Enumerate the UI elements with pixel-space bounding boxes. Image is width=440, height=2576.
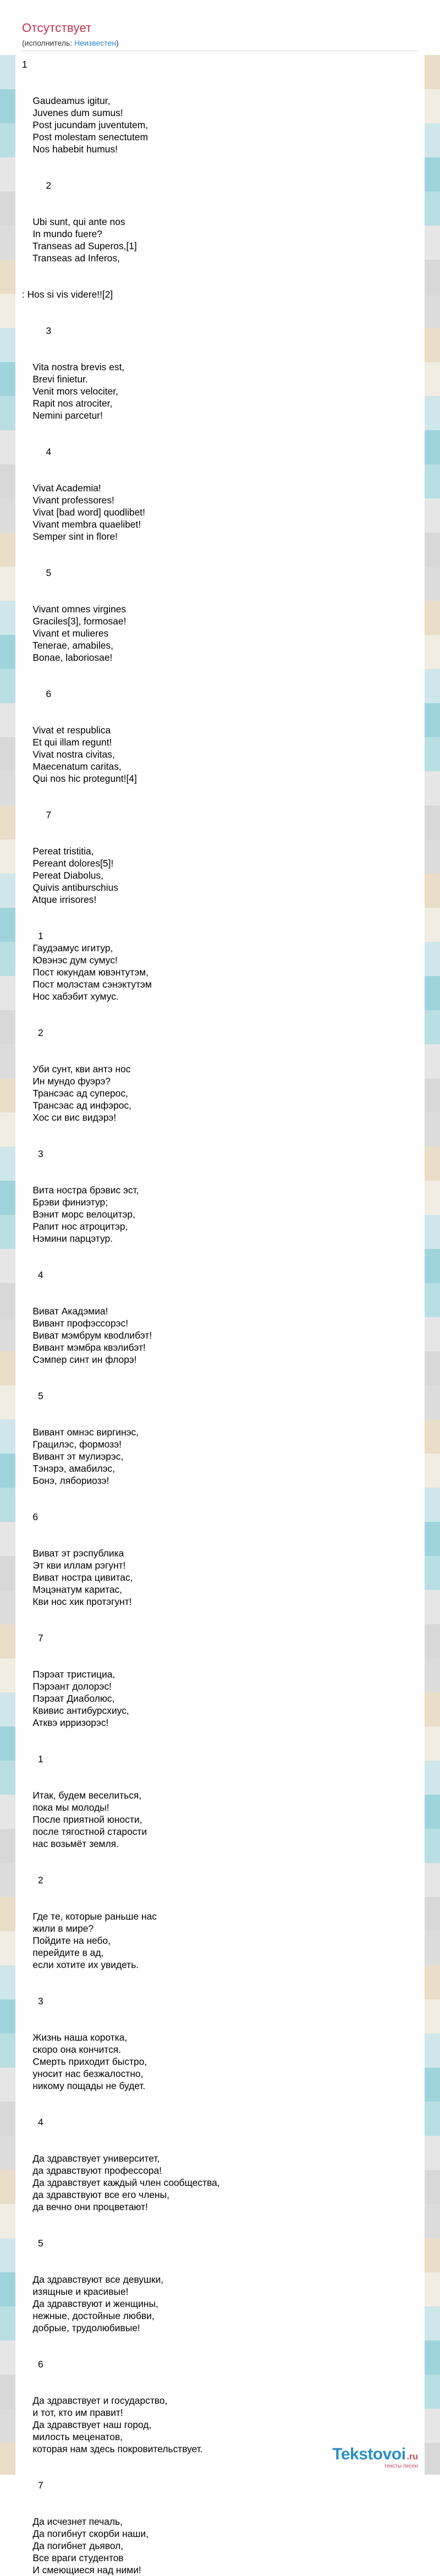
stripe-band	[425, 260, 440, 294]
stripe-band	[0, 1897, 15, 1931]
stripe-band	[0, 1283, 15, 1317]
stripe-band	[0, 294, 15, 328]
stripe-band	[425, 1283, 440, 1317]
stripe-band	[0, 942, 15, 976]
site-logo[interactable]	[332, 2446, 418, 2469]
stripe-band	[425, 1999, 440, 2034]
stripe-band	[425, 464, 440, 498]
stripe-band	[425, 1078, 440, 1112]
stripe-band	[0, 2238, 15, 2272]
stripe-band	[425, 1112, 440, 1147]
stripe-band	[0, 2102, 15, 2136]
stripe-band	[0, 771, 15, 805]
stripe-band	[0, 1658, 15, 1692]
stripe-band	[425, 874, 440, 908]
stripe-band	[425, 1454, 440, 1488]
stripe-band	[425, 805, 440, 840]
stripe-band	[0, 1727, 15, 1761]
stripe-band	[0, 1078, 15, 1112]
stripe-band	[0, 635, 15, 669]
stripe-band	[0, 498, 15, 533]
stripe-band	[425, 567, 440, 601]
stripe-band	[425, 2341, 440, 2375]
stripe-band	[0, 1590, 15, 1624]
stripe-band	[0, 1419, 15, 1454]
stripe-band	[425, 1249, 440, 1283]
stripe-band	[425, 1658, 440, 1692]
stripe-band	[0, 1965, 15, 1999]
stripe-band	[425, 1044, 440, 1078]
stripe-band	[0, 1010, 15, 1044]
stripe-band	[425, 2409, 440, 2443]
stripe-band	[425, 1863, 440, 1897]
stripe-band	[425, 328, 440, 362]
stripe-band	[0, 328, 15, 362]
stripe-band	[425, 1147, 440, 1181]
stripe-band	[0, 805, 15, 840]
stripe-band	[0, 703, 15, 737]
stripe-band	[425, 430, 440, 464]
stripe-band	[425, 669, 440, 703]
stripe-band	[0, 2170, 15, 2204]
stripe-band	[0, 2409, 15, 2443]
stripe-band	[425, 1010, 440, 1044]
stripe-band	[0, 226, 15, 260]
stripe-band	[425, 2272, 440, 2306]
stripe-band	[425, 1488, 440, 1522]
stripe-band	[425, 533, 440, 567]
stripe-band	[0, 2204, 15, 2238]
stripe-band	[0, 908, 15, 942]
stripe-band	[425, 362, 440, 396]
right-decorative-stripes	[425, 55, 440, 2475]
stripe-band	[0, 2306, 15, 2341]
stripe-band	[0, 1795, 15, 1829]
stripe-band	[0, 1454, 15, 1488]
logo-name: Tekstovoi	[332, 2445, 406, 2463]
stripe-band	[0, 1112, 15, 1147]
logo-tagline: тексты песен	[384, 2463, 418, 2469]
stripe-band	[0, 1044, 15, 1078]
stripe-band	[0, 2443, 15, 2475]
stripe-band	[0, 1249, 15, 1283]
stripe-band	[425, 2238, 440, 2272]
stripe-band	[0, 601, 15, 635]
stripe-band	[0, 55, 15, 89]
stripe-band	[0, 123, 15, 157]
stripe-band	[425, 1215, 440, 1249]
stripe-band	[0, 430, 15, 464]
stripe-band	[425, 226, 440, 260]
stripe-band	[425, 1556, 440, 1590]
stripe-band	[425, 157, 440, 191]
stripe-band	[0, 1624, 15, 1658]
stripe-band	[0, 976, 15, 1010]
stripe-band	[425, 498, 440, 533]
stripe-band	[425, 771, 440, 805]
stripe-band	[0, 1829, 15, 1863]
stripe-band	[425, 2068, 440, 2102]
stripe-band	[425, 1522, 440, 1556]
stripe-band	[0, 1385, 15, 1419]
stripe-band	[0, 1181, 15, 1215]
stripe-band	[425, 737, 440, 771]
stripe-band	[425, 396, 440, 430]
stripe-band	[425, 2204, 440, 2238]
stripe-band	[425, 635, 440, 669]
stripe-band	[0, 1215, 15, 1249]
performer-line	[22, 39, 119, 47]
stripe-band	[0, 2272, 15, 2306]
stripe-band	[0, 1488, 15, 1522]
stripe-band	[0, 464, 15, 498]
stripe-band	[425, 1829, 440, 1863]
stripe-band	[425, 1761, 440, 1795]
stripe-band	[425, 2170, 440, 2204]
stripe-band	[0, 2034, 15, 2068]
stripe-band	[425, 55, 440, 89]
stripe-band	[425, 2034, 440, 2068]
stripe-band	[425, 2443, 440, 2475]
stripe-band	[0, 669, 15, 703]
stripe-band	[0, 1556, 15, 1590]
stripe-band	[0, 89, 15, 123]
stripe-band	[425, 942, 440, 976]
stripe-band	[0, 157, 15, 191]
stripe-band	[425, 2102, 440, 2136]
stripe-band	[425, 191, 440, 226]
stripe-band	[425, 1181, 440, 1215]
stripe-band	[0, 1999, 15, 2034]
song-header	[0, 0, 440, 55]
stripe-band	[425, 1692, 440, 1727]
performer-suffix: )	[116, 39, 119, 47]
stripe-band	[0, 260, 15, 294]
stripe-band	[425, 123, 440, 157]
stripe-band	[0, 1351, 15, 1385]
stripe-band	[0, 1761, 15, 1795]
stripe-band	[0, 567, 15, 601]
stripe-band	[425, 703, 440, 737]
stripe-band	[0, 2341, 15, 2375]
stripe-band	[0, 1147, 15, 1181]
stripe-band	[425, 840, 440, 874]
stripe-band	[425, 1795, 440, 1829]
stripe-band	[0, 1522, 15, 1556]
stripe-band	[0, 1317, 15, 1351]
stripe-band	[425, 1624, 440, 1658]
stripe-band	[425, 1317, 440, 1351]
logo-tld: .ru	[406, 2452, 418, 2462]
stripe-band	[425, 1385, 440, 1419]
stripe-band	[425, 601, 440, 635]
stripe-band	[0, 840, 15, 874]
stripe-band	[0, 1692, 15, 1727]
stripe-band	[425, 89, 440, 123]
stripe-band	[0, 2136, 15, 2170]
stripe-band	[425, 1965, 440, 1999]
lyrics-text: 1 Gaudeamus igitur, Juvenes dum sumus! Post jucundam juventutem, Post molestam senectutem Nos habebit humus! 2 Ubi sunt, qui ante nos In mundo fuere? Transeas ad Superos,[1] Transeas ad Inferos, : Hos si vis videre!![2] 3 Vita nostra brevis est, Brevi finietur. Venit mors velociter, Rapit nos atrociter, Nemini parcetur! 4 Vivat Academia! Vivant professores! Vivat [bad word] quodlibet! Vivant membra quaelibet! Semper sint in flore! 5 Vivant omnes virgines Graciles[3], formosae! Vivant et mulieres Tenerae, amabiles, Bonae, laboriosae! 6 Vivat et respublica Et qui illam regunt! Vivat nostra civitas, Maecenatum caritas, Qui nos hic protegunt![4] 7 Pereat tristitia, Pereant dolores[5]! Pereat Diabolus, Quivis antiburschius Atque irrisores! 1 Гаудэамус игитур, Ювэнэс дум сумус! Пост юкундам ювэнтутэм, Пост молэстам сэнэктутэм Нос хабэбит хумус. 2 Уби сунт, кви антэ нос Ин мундо фуэрэ? Трансэас ад суперос, Трансэас ад инфэрос, Хос си вис видэрэ! 3 Вита ностра брэвис эст, Брэви финиэтур; Вэнит морс велоцитэр, Рапит нос атроцитэр, Нэмини парцэтур. 4 Виват Акадэмиа! Вивант профэссорэс! Виват мэмбрум квodлибэт! Вивант мэмбра квэлибэт! Сэмпер синт ин флорэ! 5 Вивант омнэс виргинэс, Грацилэс, формозэ! Вивант эт мулиэрэс, Тэнэрэ, амабилэс, Бонэ, лябориозэ! 6 Виват эт рэспублика Эт кви иллам рэгунт! Виват ностра цивитас, Мэцэнатум каритас, Кви нос хик протэгунт! 7 Пэрэат тристициа, Пэрэант долорэс! Пэрэат Диаболюс, Квивис антибурсхиус, Атквэ ирризорэс! 1 Итак, будем веселиться, пока мы молоды! После приятной юности, после тягостной старости нас возьмёт земля. 2 Где те, которые раньше нас жили в мире? Пойдите на небо, перейдите в ад, если хотите их увидеть. 3 Жизнь наша коротка, скоро она кончится. Смерть приходит быстро, уносит нас безжалостно, никому пощады не будет. 4 Да здравствует университет, да здравствуют профессора! Да здравствует каждый член сообщества, да здравствуют все его члены, да вечно они процветают! 5 Да здравствуют все девушки, изящные и красивые! Да здравствуют и женщины, нежные, достойные любви, добрые, трудолюбивые! 6 Да здравствует и государство, и тот, кто им правит! Да здравствует наш город, милость меценатов, которая нам здесь покровительствует. 7 Да исчезнет печаль, Да погибнут скорби наши, Да погибнет дьявол, Все враги студентов И смеющиеся над ними!	[22, 58, 418, 2576]
stripe-band	[425, 2306, 440, 2341]
stripe-band	[0, 396, 15, 430]
stripe-band	[0, 1931, 15, 1965]
stripe-band	[425, 976, 440, 1010]
stripe-band	[0, 362, 15, 396]
stripe-band	[0, 2375, 15, 2409]
stripe-band	[425, 1897, 440, 1931]
stripe-band	[425, 2136, 440, 2170]
song-title: Отсутствует	[22, 21, 92, 35]
stripe-band	[425, 908, 440, 942]
stripe-band	[425, 1419, 440, 1454]
stripe-band	[0, 1863, 15, 1897]
stripe-band	[425, 1727, 440, 1761]
left-decorative-stripes	[0, 55, 15, 2475]
stripe-band	[425, 2375, 440, 2409]
stripe-band	[425, 1590, 440, 1624]
stripe-band	[0, 191, 15, 226]
stripe-band	[425, 294, 440, 328]
stripe-band	[0, 2068, 15, 2102]
stripe-band	[0, 874, 15, 908]
stripe-band	[0, 533, 15, 567]
stripe-band	[0, 737, 15, 771]
stripe-band	[425, 1931, 440, 1965]
performer-prefix: (исполнитель:	[22, 39, 75, 47]
performer-link[interactable]: Неизвестен	[74, 39, 117, 47]
stripe-band	[425, 1351, 440, 1385]
